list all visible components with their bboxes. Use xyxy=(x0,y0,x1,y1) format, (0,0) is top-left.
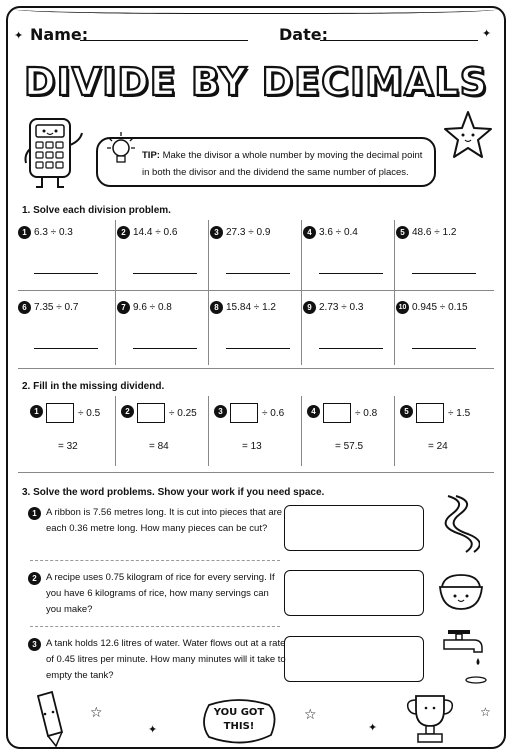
problem-number: 4 xyxy=(307,405,320,418)
divisor-text: ÷ 1.5 xyxy=(448,408,471,419)
dashed-divider xyxy=(30,560,280,561)
quotient-text: = 24 xyxy=(428,441,448,452)
answer-line[interactable] xyxy=(319,273,383,274)
section2-heading: 2. Fill in the missing dividend. xyxy=(22,381,165,392)
problem-number: 1 xyxy=(18,226,31,239)
name-label: Name: xyxy=(30,25,89,44)
answer-line[interactable] xyxy=(133,348,197,349)
lightbulb-icon xyxy=(106,128,136,178)
grid-divider xyxy=(301,220,302,365)
divisor-text: ÷ 0.6 xyxy=(262,408,285,419)
star-icon xyxy=(440,108,496,164)
dividend-input-box[interactable] xyxy=(137,403,165,423)
string-lights-decoration xyxy=(14,2,498,14)
dividend-input-box[interactable] xyxy=(230,403,258,423)
answer-box[interactable] xyxy=(284,570,424,616)
section-divider xyxy=(18,368,494,369)
grid-divider xyxy=(394,220,395,365)
name-field[interactable] xyxy=(80,40,248,41)
section-divider xyxy=(18,472,494,473)
grid-divider xyxy=(301,396,302,466)
date-field[interactable] xyxy=(320,40,478,41)
star-icon: ✦ xyxy=(368,721,378,734)
problem-number: 6 xyxy=(18,301,31,314)
grid-divider xyxy=(394,396,395,466)
dashed-divider xyxy=(30,626,280,627)
answer-line[interactable] xyxy=(34,273,98,274)
trophy-icon xyxy=(400,690,460,748)
date-label: Date: xyxy=(279,25,328,44)
division-problem: 7.35 ÷ 0.7 xyxy=(34,302,79,313)
grid-divider xyxy=(115,220,116,365)
tip-text xyxy=(142,147,432,181)
problem-number: 8 xyxy=(210,301,223,314)
problem-number: 4 xyxy=(303,226,316,239)
answer-line[interactable] xyxy=(133,273,197,274)
dividend-input-box[interactable] xyxy=(46,403,74,423)
word-problem-text: A ribbon is 7.56 metres long. It is cut into pieces that are each 0.36 metre long. How many pieces can be cut? xyxy=(46,507,283,534)
problem-number: 1 xyxy=(28,507,41,520)
answer-line[interactable] xyxy=(226,348,290,349)
answer-box[interactable] xyxy=(284,505,424,551)
answer-line[interactable] xyxy=(319,348,383,349)
faucet-icon xyxy=(440,626,490,688)
encouragement-badge: YOU GOT THIS! xyxy=(213,707,265,732)
answer-line[interactable] xyxy=(34,348,98,349)
problem-number: 9 xyxy=(303,301,316,314)
star-icon: ☆ xyxy=(480,705,491,719)
problem-number: 2 xyxy=(117,226,130,239)
word-problem-text: A recipe uses 0.75 kilogram of rice for every serving. If you have 6 kilograms of rice, how many servings can you make? xyxy=(46,572,275,615)
problem-number: 3 xyxy=(28,638,41,651)
problem-number: 7 xyxy=(117,301,130,314)
problem-number: 10 xyxy=(396,301,409,314)
ribbon-icon xyxy=(440,492,480,554)
divisor-text: ÷ 0.5 xyxy=(78,408,101,419)
division-problem: 9.6 ÷ 0.8 xyxy=(133,302,172,313)
division-problem: 27.3 ÷ 0.9 xyxy=(226,227,271,238)
section1-heading: 1. Solve each division problem. xyxy=(22,205,171,216)
divisor-text: ÷ 0.25 xyxy=(169,408,197,419)
problem-number: 2 xyxy=(28,572,41,585)
quotient-text: = 13 xyxy=(242,441,262,452)
problem-number: 5 xyxy=(396,226,409,239)
division-problem: 0.945 ÷ 0.15 xyxy=(412,302,468,313)
problem-number: 1 xyxy=(30,405,43,418)
calculator-icon xyxy=(22,115,94,193)
division-problem: 2.73 ÷ 0.3 xyxy=(319,302,364,313)
answer-line[interactable] xyxy=(412,348,476,349)
grid-divider xyxy=(208,396,209,466)
problem-number: 2 xyxy=(121,405,134,418)
grid-divider xyxy=(18,290,494,291)
star-icon: ☆ xyxy=(90,705,103,721)
division-problem: 14.4 ÷ 0.6 xyxy=(133,227,178,238)
division-problem: 3.6 ÷ 0.4 xyxy=(319,227,358,238)
dividend-input-box[interactable] xyxy=(323,403,351,423)
grid-divider xyxy=(208,220,209,365)
tip-body: Make the divisor a whole number by moving the decimal point in both the divisor and the dividend the same number of places. xyxy=(142,150,423,178)
division-problem: 15.84 ÷ 1.2 xyxy=(226,302,276,313)
pencil-icon xyxy=(28,688,68,748)
page-title: DIVIDE BY DECIMALS xyxy=(24,60,488,104)
answer-box[interactable] xyxy=(284,636,424,682)
rice-bowl-icon xyxy=(436,565,486,615)
star-icon: ✦ xyxy=(148,723,158,736)
quotient-text: = 57.5 xyxy=(335,441,364,452)
answer-line[interactable] xyxy=(412,273,476,274)
division-problem: 6.3 ÷ 0.3 xyxy=(34,227,73,238)
star-icon: ✦ xyxy=(482,27,492,40)
section3-heading: 3. Solve the word problems. Show your work if you need space. xyxy=(22,487,325,498)
quotient-text: = 32 xyxy=(58,441,78,452)
problem-number: 3 xyxy=(214,405,227,418)
problem-number: 5 xyxy=(400,405,413,418)
word-problem-text: A tank holds 12.6 litres of water. Water flows out at a rate of 0.45 litres per minute. How many minutes will it take to empty the tank? xyxy=(46,638,286,681)
answer-line[interactable] xyxy=(226,273,290,274)
star-icon: ✦ xyxy=(14,29,24,42)
divisor-text: ÷ 0.8 xyxy=(355,408,378,419)
problem-number: 3 xyxy=(210,226,223,239)
star-icon: ☆ xyxy=(304,707,317,723)
quotient-text: = 84 xyxy=(149,441,169,452)
grid-divider xyxy=(115,396,116,466)
division-problem: 48.6 ÷ 1.2 xyxy=(412,227,457,238)
tip-label: TIP: xyxy=(142,150,160,161)
dividend-input-box[interactable] xyxy=(416,403,444,423)
